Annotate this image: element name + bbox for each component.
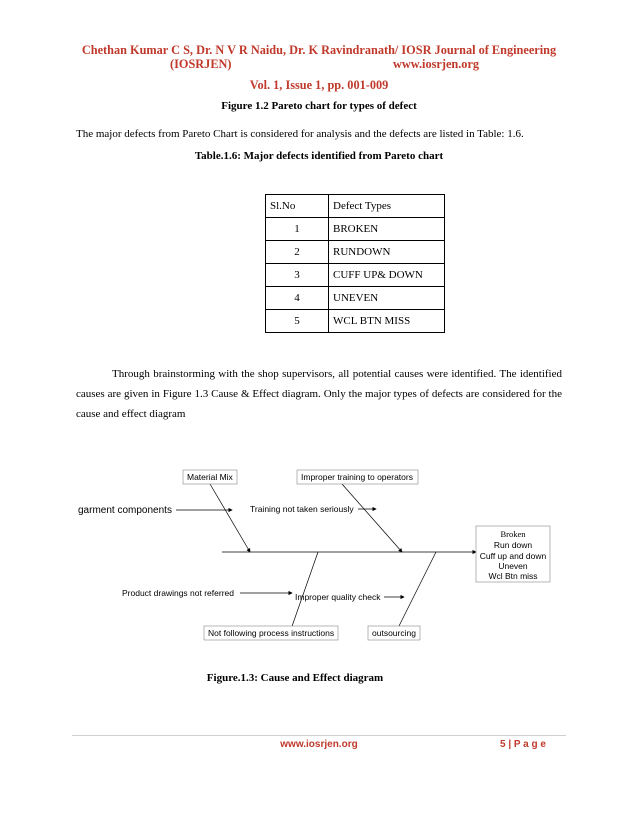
- bone-outsourcing: [396, 552, 436, 632]
- table-cell: 3: [266, 264, 329, 287]
- label-quality-check: Improper quality check: [295, 592, 381, 602]
- effect-line-uneven: Uneven: [498, 561, 528, 571]
- table-row: [266, 287, 445, 310]
- label-training-not-serious: Training not taken seriously: [250, 504, 354, 514]
- table-cell: RUNDOWN: [329, 241, 445, 264]
- cause-effect-diagram: [0, 460, 638, 660]
- footer-site-link[interactable]: www.iosrjen.org: [280, 739, 358, 750]
- label-product-drawings: Product drawings not referred: [122, 588, 234, 598]
- effect-line-run-down: Run down: [493, 540, 533, 550]
- header-issue: Vol. 1, Issue 1, pp. 001-009: [249, 78, 389, 92]
- table-cell: CUFF UP& DOWN: [329, 264, 445, 287]
- effect-line-cuff: Cuff up and down: [479, 551, 547, 561]
- footer-page-number: 5 | P a g e: [500, 739, 546, 750]
- effect-line-broken: Broken: [500, 529, 526, 539]
- header-site[interactable]: www.iosrjen.org: [393, 57, 480, 71]
- table-header-cell: Defect Types: [329, 195, 445, 218]
- table-row: [266, 218, 445, 241]
- table-cell: 2: [266, 241, 329, 264]
- bone-training: [342, 484, 402, 552]
- table-caption: Table.1.6: Major defects identified from Pareto chart: [194, 150, 444, 162]
- table-row: [266, 264, 445, 287]
- label-outsourcing: outsourcing: [372, 628, 416, 638]
- table-cell: 4: [266, 287, 329, 310]
- body-paragraph: Through brainstorming with the shop supervisors, all potential causes were identified. The identified causes are given in Figure 1.3 Cause & Effect diagram. Only the major types of defects are considered for the cause and effect diagram: [76, 368, 562, 420]
- table-cell: WCL BTN MISS: [329, 310, 445, 333]
- defects-table: [265, 194, 445, 333]
- footer-divider: [72, 735, 566, 736]
- table-row: [266, 241, 445, 264]
- table-row: [266, 310, 445, 333]
- effect-line-wcl: Wcl Btn miss: [488, 571, 538, 581]
- label-material-mix: Material Mix: [187, 472, 233, 482]
- table-cell: BROKEN: [329, 218, 445, 241]
- table-cell: 5: [266, 310, 329, 333]
- table-header-row: [266, 195, 445, 218]
- table-header-cell: Sl.No: [266, 195, 329, 218]
- label-garment-components: garment components: [78, 505, 172, 516]
- header-authors: Chethan Kumar C S, Dr. N V R Naidu, Dr. K Ravindranath/ IOSR Journal of Engineering: [81, 43, 557, 57]
- label-improper-training: Improper training to operators: [301, 472, 413, 482]
- bone-material-mix: [210, 484, 250, 552]
- figure-1-2-caption: Figure 1.2 Pareto chart for types of defect: [221, 100, 417, 112]
- header-journal: (IOSRJEN): [170, 57, 232, 71]
- label-process-instructions: Not following process instructions: [208, 628, 335, 638]
- intro-paragraph: The major defects from Pareto Chart is considered for analysis and the defects are listed in Table: 1.6.: [76, 128, 524, 140]
- table-cell: 1: [266, 218, 329, 241]
- table-cell: UNEVEN: [329, 287, 445, 310]
- figure-1-3-caption: Figure.1.3: Cause and Effect diagram: [206, 672, 384, 684]
